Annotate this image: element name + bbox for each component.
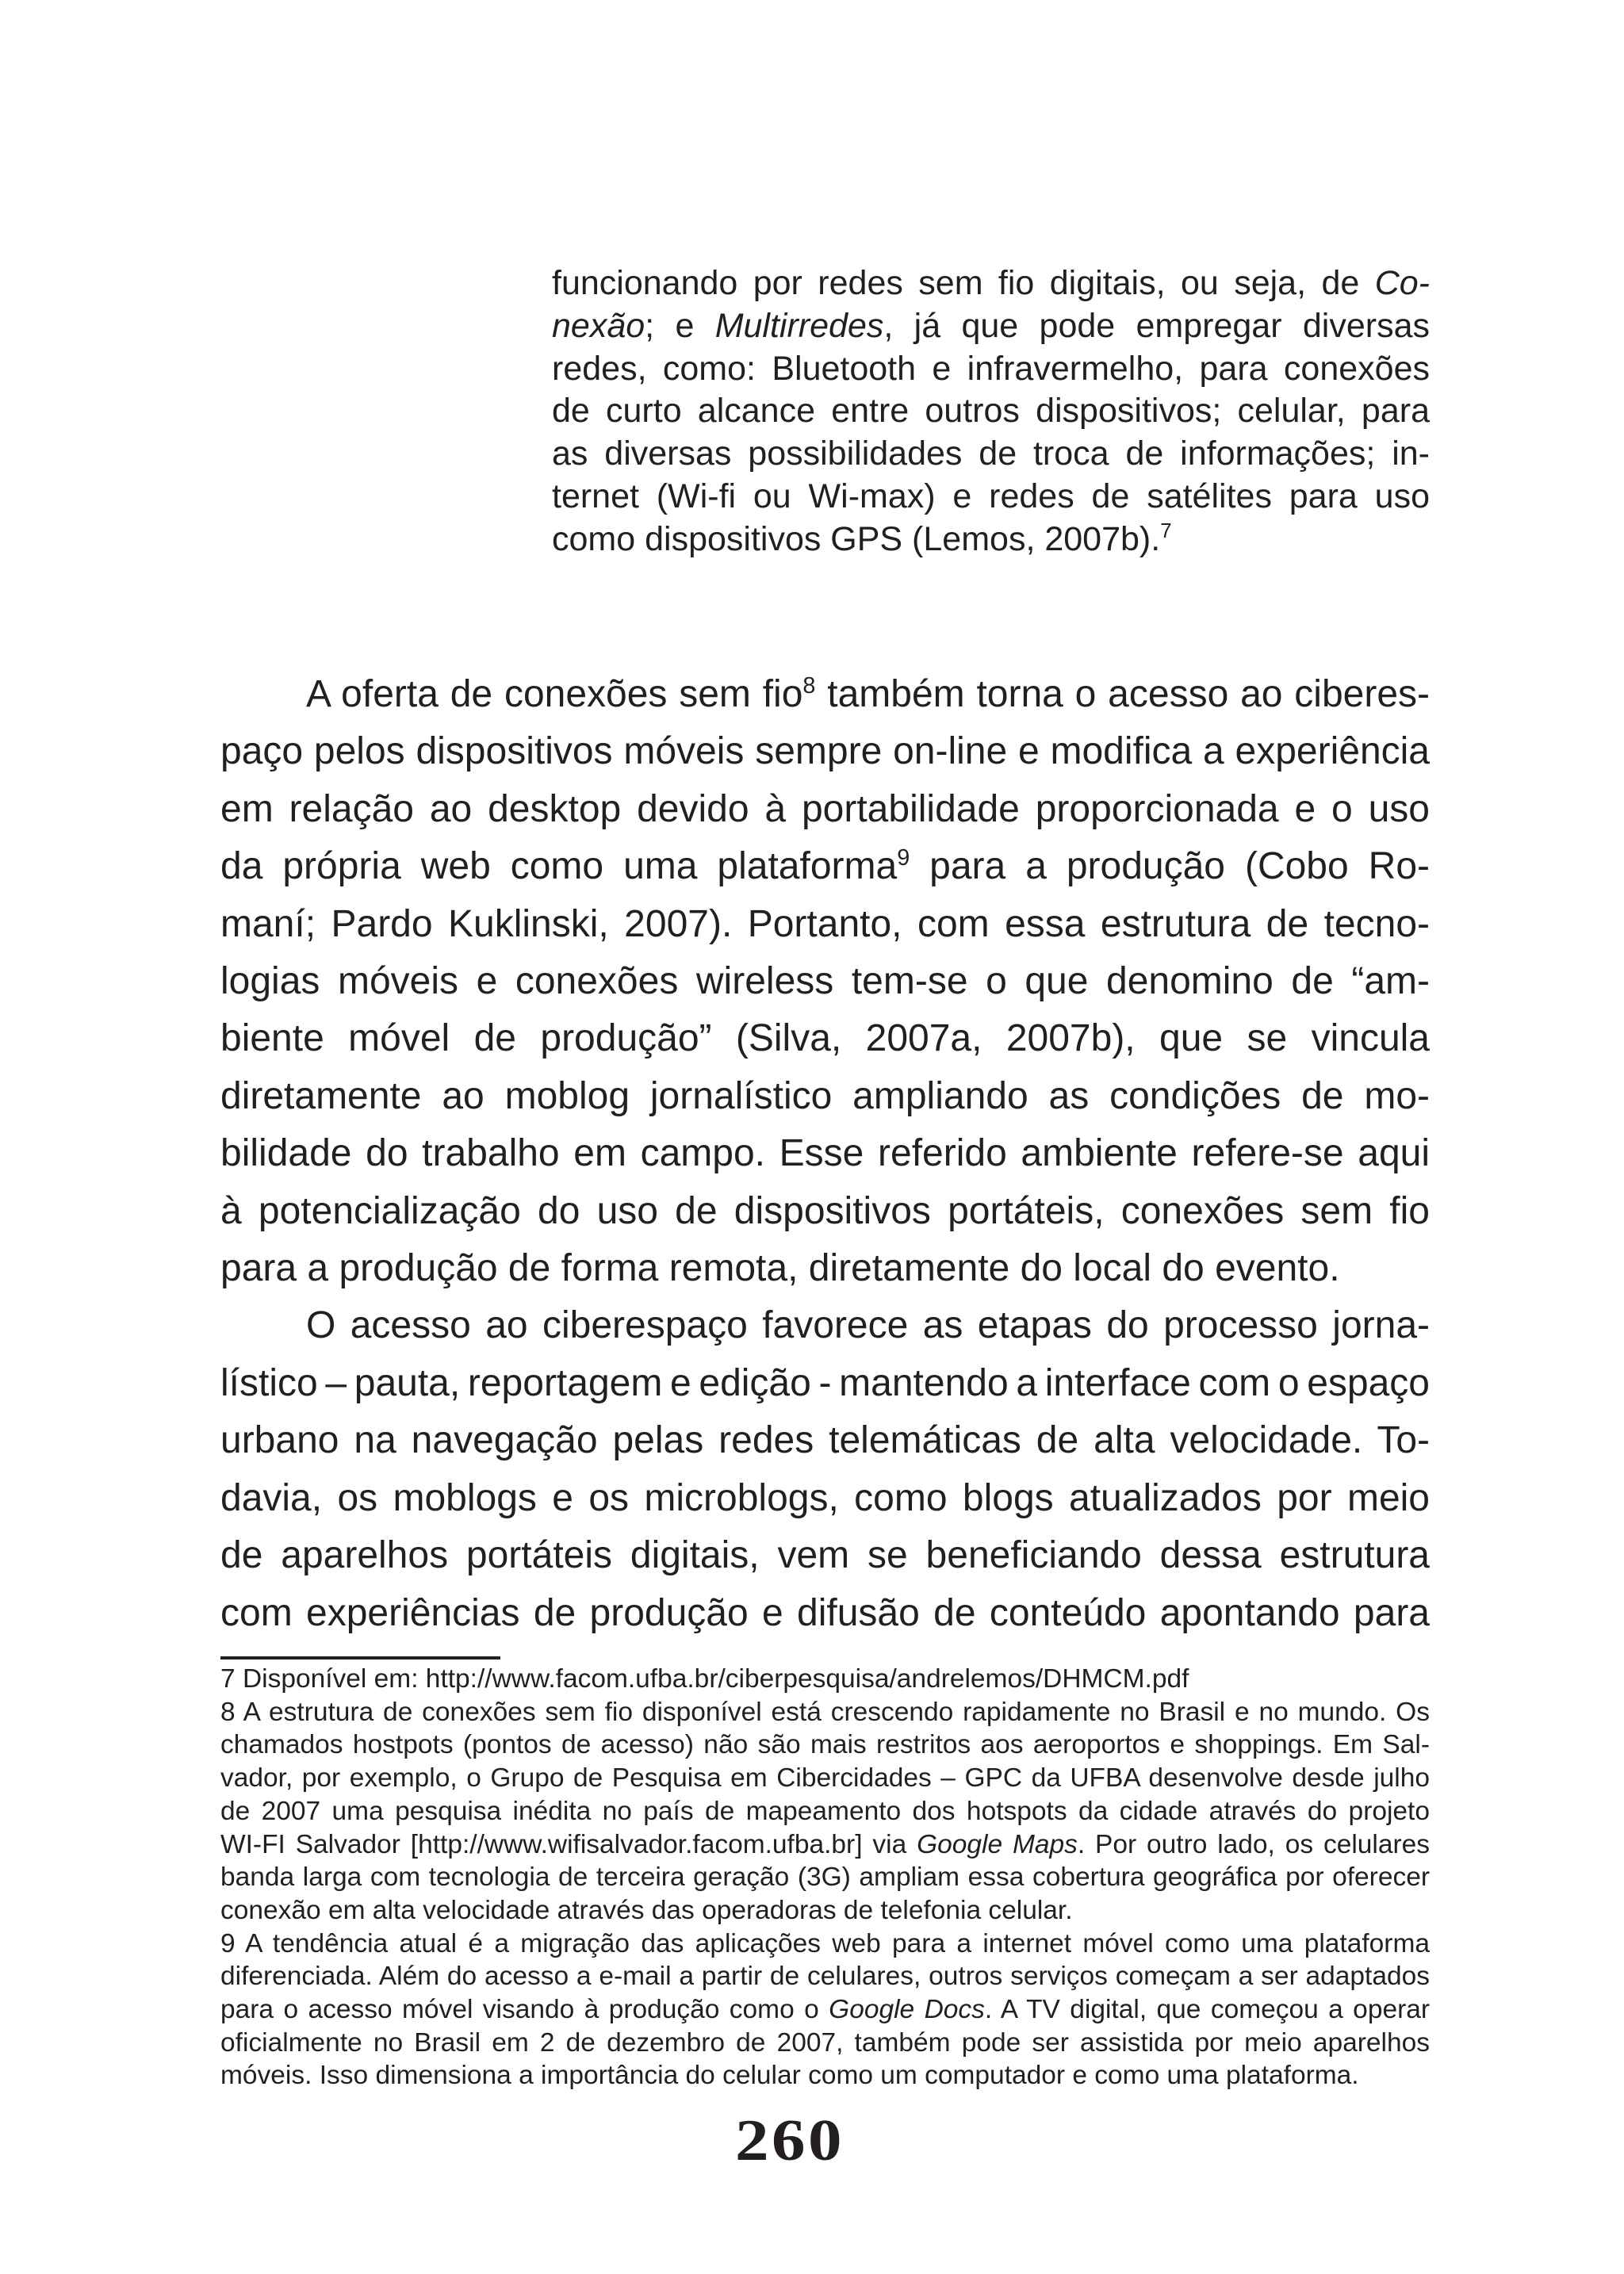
text-run: também torna o acesso ao ciberes- <box>815 673 1431 715</box>
text-run: paço pelos dispositivos móveis sempre on-line e modifica a experiência <box>220 730 1430 773</box>
text-run: O acesso ao ciberespaço favorece as etapas do processo jorna- <box>306 1304 1430 1347</box>
text-run: urbano na navegação pelas redes telemáticas de alta velocidade. To- <box>220 1419 1430 1462</box>
text-line <box>552 262 1430 305</box>
text-line <box>552 519 1430 561</box>
italic-text: nexão <box>552 306 645 345</box>
text-run: 8 A estrutura de conexões sem fio disponível está crescendo rapidamente no Brasil e no mundo. Os <box>220 1697 1430 1727</box>
paragraph <box>220 1297 1430 1641</box>
text-run: davia, os moblogs e os microblogs, como blogs atualizados por meio <box>220 1476 1430 1519</box>
text-line <box>220 2027 1430 2060</box>
text-line <box>552 476 1430 519</box>
text-run: ; e <box>645 306 715 345</box>
italic-text: Co- <box>1374 264 1430 302</box>
text-line <box>220 953 1430 1010</box>
italic-text: Google Maps <box>917 1829 1078 1859</box>
footnote-7 <box>220 1663 1430 1696</box>
text-run: ternet (Wi-fi ou Wi-max) e redes de satélites para uso <box>552 477 1430 515</box>
text-line <box>220 1125 1430 1182</box>
footnote-reference: 9 <box>897 844 910 871</box>
text-line <box>220 1828 1430 1862</box>
text-run: chamados hostpots (pontos de acesso) não são mais restritos aos aeroportos e shoppings. Em Sal- <box>220 1730 1430 1760</box>
text-run: , já que pode empregar diversas <box>883 306 1430 345</box>
text-run: lístico – pauta, reportagem e edição - mantendo a interface com o espaço <box>220 1361 1430 1404</box>
text-line <box>220 1894 1430 1928</box>
text-line <box>220 1355 1430 1412</box>
text-line <box>220 1960 1430 1993</box>
text-line <box>220 1762 1430 1795</box>
text-run: de curto alcance entre outros dispositivos; celular, para <box>552 392 1430 431</box>
page-number: 260 <box>735 2108 845 2173</box>
text-run: conexão em alta velocidade através das operadoras de telefonia celular. <box>220 1895 1073 1925</box>
text-line <box>220 1068 1430 1125</box>
text-line <box>220 2059 1430 2092</box>
text-run: vador, por exemplo, o Grupo de Pesquisa em Cibercidades – GPC da UFBA desenvolve desde julho <box>220 1763 1430 1794</box>
text-line <box>220 1527 1430 1584</box>
text-run: móveis. Isso dimensiona a importância do celular como um computador e como uma plataforma. <box>220 2061 1359 2091</box>
text-line <box>220 838 1430 895</box>
text-run: biente móvel de produção” (Silva, 2007a, 2007b), que se vincula <box>220 1017 1430 1060</box>
text-run: 9 A tendência atual é a migração das aplicações web para a internet móvel como uma plataforma <box>220 1928 1430 1958</box>
text-line <box>220 1297 1430 1354</box>
text-line <box>220 1696 1430 1729</box>
text-line <box>220 1993 1430 2027</box>
text-run: de 2007 uma pesquisa inédita no país de mapeamento dos hotspots da cidade através do projeto <box>220 1796 1430 1826</box>
text-run: como dispositivos GPS (Lemos, 2007b). <box>552 519 1161 558</box>
text-run: redes, como: Bluetooth e infravermelho, para conexões <box>552 349 1430 388</box>
text-run: maní; Pardo Kuklinski, 2007). Portanto, com essa estrutura de tecno- <box>220 902 1430 945</box>
text-line <box>552 390 1430 433</box>
text-run: para a produção (Cobo Ro- <box>910 845 1430 888</box>
footnote-reference: 8 <box>802 672 816 699</box>
text-line <box>220 1585 1430 1642</box>
text-run: banda larga com tecnologia de terceira geração (3G) ampliam essa cobertura geográfica por oferecer <box>220 1862 1430 1893</box>
text-run: oficialmente no Brasil em 2 de dezembro de 2007, também pode ser assistida por meio aparelhos <box>220 2027 1430 2058</box>
text-line <box>220 1861 1430 1894</box>
footnote-9 <box>220 1928 1430 2093</box>
text-line <box>220 1010 1430 1067</box>
text-run: para a produção de forma remota, diretamente do local do evento. <box>220 1247 1340 1290</box>
text-line <box>220 666 1430 723</box>
footnote-reference: 7 <box>1160 520 1172 543</box>
text-line <box>220 1795 1430 1828</box>
italic-text: Multirredes <box>714 306 884 345</box>
footnote-8 <box>220 1696 1430 1928</box>
text-line <box>220 1728 1430 1762</box>
text-run: para o acesso móvel visando à produção como o <box>220 1995 829 2025</box>
text-run: WI-FI Salvador [http://www.wifisalvador.facom.ufba.br] via <box>220 1829 917 1859</box>
footnotes <box>220 1663 1430 2092</box>
text-run: logias móveis e conexões wireless tem-se o que denomino de “am- <box>220 960 1430 1003</box>
text-line <box>552 348 1430 391</box>
text-run: diretamente ao moblog jornalístico ampliando as condições de mo- <box>220 1074 1430 1117</box>
text-run: da própria web como uma plataforma <box>220 845 898 888</box>
text-run: diferenciada. Além do acesso a e-mail a partir de celulares, outros serviços começam a ser adaptados <box>220 1962 1430 1992</box>
text-line <box>220 1183 1430 1240</box>
text-run: funcionando por redes sem fio digitais, ou seja, de <box>552 264 1375 302</box>
text-run: . A TV digital, que começou a operar <box>984 1995 1431 2025</box>
text-line <box>220 723 1430 780</box>
footnote-separator <box>220 1656 500 1660</box>
text-run: de aparelhos portáteis digitais, vem se beneficiando dessa estrutura <box>220 1534 1430 1577</box>
text-run: em relação ao desktop devido à portabilidade proporcionada e o uso <box>220 787 1430 830</box>
body-text <box>220 666 1430 1642</box>
text-line <box>220 1928 1430 1961</box>
text-line <box>552 305 1430 348</box>
text-line <box>220 1470 1430 1527</box>
text-run: 7 Disponível em: http://www.facom.ufba.br/ciberpesquisa/andrelemos/DHMCM.pdf <box>220 1664 1189 1694</box>
italic-text: Google Docs <box>829 1995 985 2025</box>
text-run: à potencialização do uso de dispositivos portáteis, conexões sem fio <box>220 1189 1430 1232</box>
text-line <box>220 896 1430 953</box>
text-run: A oferta de conexões sem fio <box>306 673 803 715</box>
text-run: com experiências de produção e difusão de conteúdo apontando para <box>220 1591 1430 1634</box>
text-line <box>220 1663 1430 1696</box>
text-run: bilidade do trabalho em campo. Esse referido ambiente refere-se aqui <box>220 1132 1430 1175</box>
text-line <box>220 781 1430 838</box>
text-run: as diversas possibilidades de troca de informações; in- <box>552 435 1430 473</box>
text-line <box>220 1240 1430 1297</box>
block-quote <box>552 262 1430 561</box>
text-run: . Por outro lado, os celulares <box>1077 1829 1431 1859</box>
text-line <box>552 433 1430 476</box>
text-line <box>220 1412 1430 1469</box>
paragraph <box>220 666 1430 1297</box>
